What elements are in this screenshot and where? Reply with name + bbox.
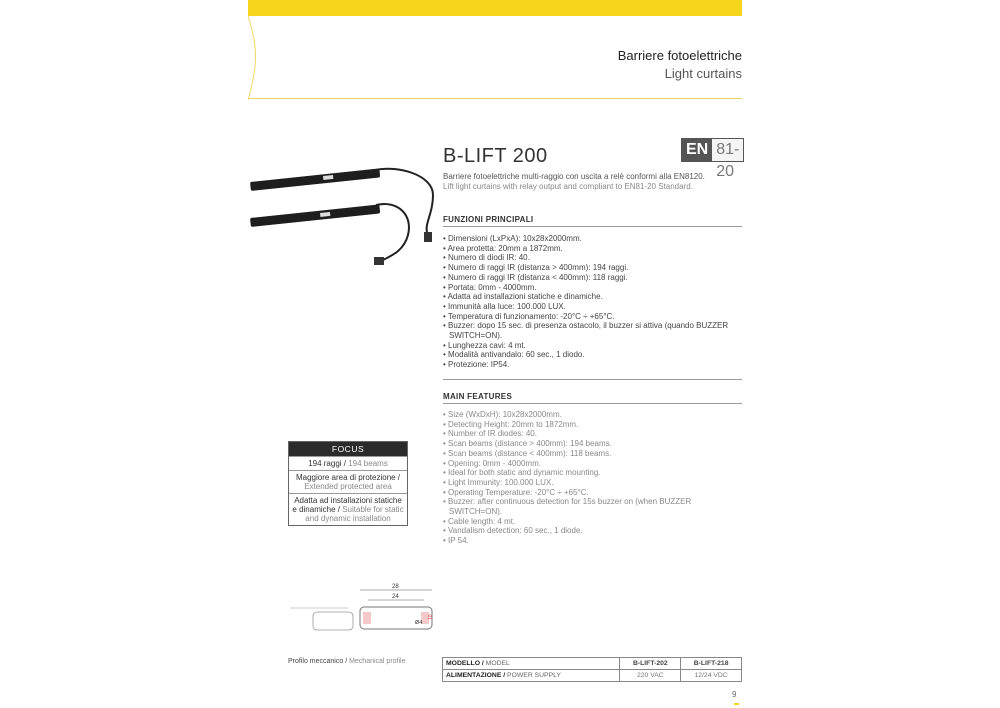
list-item: • Lunghezza cavi: 4 mt.	[443, 340, 526, 350]
description-it: Barriere fotoelettriche multi-raggio con uscita a relè conformi alla EN8120.	[443, 172, 705, 181]
focus-row	[289, 456, 407, 470]
focus-row-it: Maggiore area di protezione /	[295, 473, 401, 482]
funzioni-divider	[443, 226, 742, 227]
profile-left-shape	[313, 612, 353, 630]
profile-caption	[288, 658, 406, 665]
connector-2	[374, 257, 384, 265]
list-item: • Modalità antivandalo: 60 sec., 1 diodo.	[443, 350, 585, 360]
dim-4: Ø4	[415, 620, 423, 626]
funzioni-heading: FUNZIONI PRINCIPALI	[443, 215, 534, 224]
dim-24: 24	[392, 594, 399, 600]
product-title: B-LIFT 200	[443, 145, 548, 167]
features-list	[443, 410, 743, 546]
list-item: • Protezione: IP54.	[443, 360, 510, 370]
list-item: • Temperatura di funzionamento: -20°C ÷ +65°C.	[443, 311, 615, 321]
features-divider	[443, 403, 742, 404]
list-item: • Operating Temperature: -20°C ÷ +65°C.	[443, 487, 589, 497]
spec-cell: B-LIFT-218	[681, 658, 742, 670]
list-item: • Opening: 0mm - 4000mm.	[443, 458, 541, 468]
list-item: • IP 54.	[443, 536, 469, 546]
focus-row-it: 194 raggi /	[308, 459, 346, 468]
focus-heading: FOCUS	[289, 442, 407, 456]
focus-row	[289, 470, 407, 493]
profile-lens-left	[363, 612, 371, 624]
list-item: • Numero di raggi IR (distanza > 400mm): 194 raggi.	[443, 263, 629, 273]
list-item: • Numero di raggi IR (distanza < 400mm): 118 raggi.	[443, 272, 628, 282]
list-item: • Portata: 0mm - 4000mm.	[443, 282, 537, 292]
list-item: • Number of IR diodes: 40.	[443, 429, 537, 439]
focus-box	[288, 441, 408, 526]
light-curtain-bar-1	[250, 168, 380, 191]
focus-row-it: Adatta ad installazioni statiche e dinamiche /	[292, 496, 402, 514]
dim-10: 10	[428, 614, 434, 620]
connector-1	[424, 232, 432, 242]
catalog-page	[248, 0, 742, 700]
focus-row-en: 194 beams	[346, 459, 388, 468]
product-image	[248, 160, 438, 275]
spec-table	[442, 657, 742, 682]
light-curtain-bar-2	[250, 204, 380, 227]
dim-28: 28	[392, 584, 399, 590]
top-accent-bar	[248, 0, 742, 16]
list-item: • Scan beams (distance > 400mm): 194 beams.	[443, 439, 612, 449]
spec-label: MODELLO / MODEL	[443, 658, 620, 670]
cable-2	[376, 204, 409, 260]
list-item: • Dimensioni (LxPxA): 10x28x2000mm.	[443, 234, 582, 243]
spec-label: ALIMENTAZIONE / POWER SUPPLY	[443, 670, 620, 682]
list-item: • Light Immunity: 100.000 LUX.	[443, 477, 554, 487]
list-item: • Vandalism detection: 60 sec., 1 diode.	[443, 526, 583, 536]
list-item: • Size (WxDxH): 10x28x2000mm.	[443, 410, 562, 419]
funzioni-list	[443, 234, 743, 370]
list-item: • Area protetta: 20mm a 1872mm.	[443, 243, 563, 253]
list-item: • Adatta ad installazioni statiche e dinamiche.	[443, 292, 603, 302]
profile-caption-en: Mechanical profile	[347, 658, 406, 665]
header-title: Barriere fotoelettriche	[617, 48, 742, 63]
list-item: • Immunità alla luce: 100.000 LUX.	[443, 301, 566, 311]
cable-1	[376, 169, 433, 235]
spec-cell: 12/24 VDC	[681, 670, 742, 682]
list-item: • Buzzer: after continuous detection for 15s buzzer on (when BUZZER SWITCH=ON).	[443, 497, 692, 517]
focus-row-en: Suitable for static and dynamic installation	[305, 505, 404, 523]
table-row	[443, 670, 742, 682]
focus-row-en: Extended protected area	[304, 482, 392, 491]
features-heading: MAIN FEATURES	[443, 392, 513, 401]
list-item: • Detecting Height: 20mm to 1872mm.	[443, 419, 579, 429]
badge-en: EN	[682, 139, 712, 161]
header-divider	[248, 98, 742, 99]
badge-number: 81-20	[712, 139, 743, 161]
list-item: • Cable length: 4 mt.	[443, 516, 516, 526]
mechanical-profile-drawing	[288, 580, 438, 640]
section-divider	[443, 379, 742, 380]
en-standard-badge	[681, 138, 744, 180]
focus-row	[289, 493, 407, 525]
table-row	[443, 658, 742, 670]
page-number: 9	[732, 690, 742, 708]
decorative-curve	[248, 16, 308, 100]
spec-cell: B-LIFT-202	[620, 658, 681, 670]
list-item: • Numero di diodi IR: 40.	[443, 253, 530, 263]
header-subtitle: Light curtains	[664, 66, 742, 81]
list-item: • Scan beams (distance < 400mm): 118 beams.	[443, 448, 612, 458]
list-item: • Ideal for both static and dynamic mounting.	[443, 468, 601, 478]
description-en: Lift light curtains with relay output and compliant to EN81-20 Standard.	[443, 182, 693, 191]
spec-cell: 220 VAC	[620, 670, 681, 682]
list-item: • Buzzer: dopo 15 sec. di presenza ostacolo, il buzzer si attiva (quando BUZZER SWITCH=ON).	[443, 321, 729, 341]
profile-caption-it: Profilo meccanico /	[288, 658, 348, 665]
